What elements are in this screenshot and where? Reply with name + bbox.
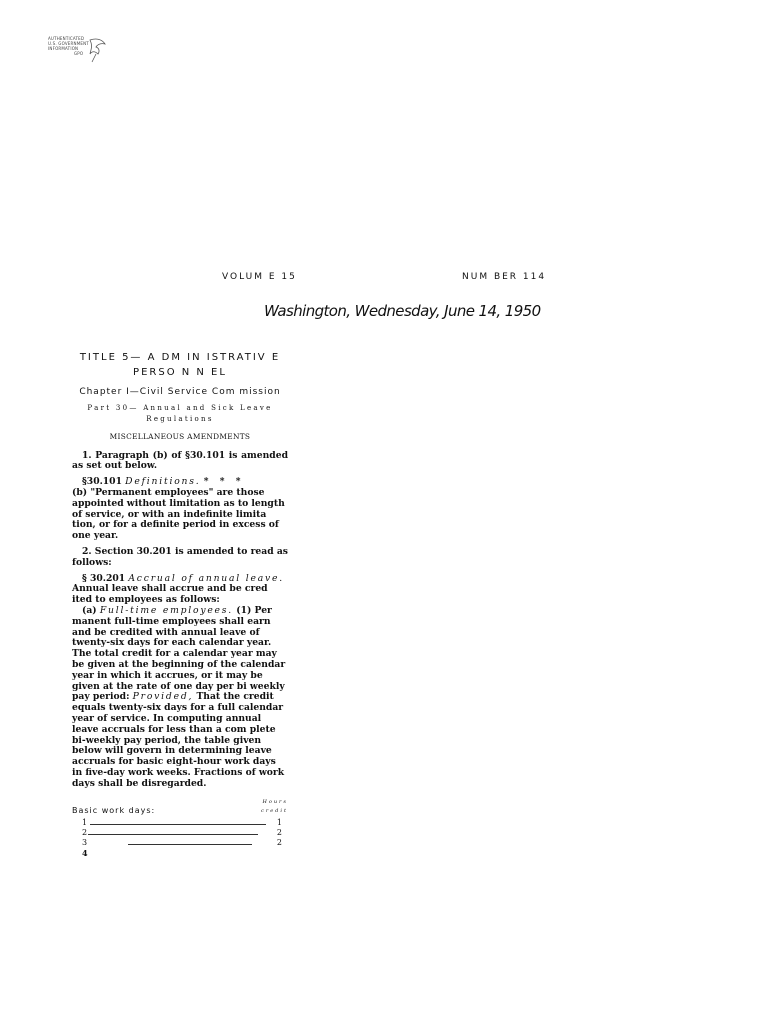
- table-row: [82, 818, 288, 828]
- row-hours: 2: [276, 837, 282, 847]
- part-line: Regulations: [146, 414, 214, 423]
- leader-line: [88, 834, 258, 835]
- fulltime-text-continued: That the credit equals twenty-six days for a full calendar year of service. In computing annual leave accruals for less than a com plete bi-weekly pay period, the table given below will govern in determining leave accruals for basic eight-hour work days in five-day work weeks. Fractions of work days shall be disregarded.: [72, 691, 285, 789]
- row-days: 2: [82, 827, 88, 837]
- leader-line: [128, 844, 252, 845]
- section-heading: Definitions.: [125, 476, 201, 488]
- header-line: credit: [261, 807, 288, 814]
- table-row: [82, 828, 288, 838]
- title-line: TITLE 5— A DM IN ISTRATIV E: [79, 352, 281, 363]
- section-heading: Accrual of annual leave.: [128, 572, 284, 584]
- eagle-icon: [86, 36, 108, 64]
- leader-line: [90, 824, 266, 825]
- chapter-heading: Chapter I—Civil Service Com mission: [79, 387, 281, 397]
- section-number: §30.101: [82, 476, 122, 488]
- seal-text-line: AUTHENTICATED: [48, 36, 85, 41]
- header-line: Hours: [262, 798, 288, 805]
- section-number: § 30.201: [82, 572, 126, 584]
- misc-amendments-heading: MISCELLANEOUS AMENDMENTS: [109, 431, 251, 441]
- subsection-prefix: (a): [82, 604, 97, 616]
- part-heading: [72, 403, 288, 425]
- article-column: [72, 350, 288, 858]
- row-hours: 2: [276, 827, 282, 837]
- title-heading: [72, 350, 288, 380]
- leave-accrual-table: [72, 798, 288, 858]
- seal-text-line: INFORMATION: [48, 46, 79, 51]
- table-row: [82, 848, 288, 858]
- authentication-seal: [48, 36, 108, 66]
- ellipsis-stars: * * *: [203, 476, 241, 488]
- title-line: PERSO N N EL: [133, 367, 227, 378]
- row-days: 4: [82, 847, 88, 858]
- paragraph-2: 2. Section 30.201 is amended to read as follows:: [72, 545, 288, 568]
- definitions-section: [72, 477, 288, 542]
- provided-label: Provided,: [132, 691, 194, 703]
- number-label: NUM BER 114: [462, 272, 547, 282]
- table-left-header: Basic work days:: [72, 805, 156, 815]
- row-days: 1: [82, 817, 88, 827]
- accrual-section: [72, 574, 288, 790]
- fulltime-text: (1) Per manent full-time employees shall earn and be credited with annual leave of twenty-six days for each calendar year. The total credit for a calendar year may be given at the beginning of the calendar year in which it accrues, or it may be given at the rate of one day per bi weekly pay period:: [72, 604, 286, 703]
- seal-text-line: GPO: [74, 51, 84, 56]
- subsection-heading: Full-time employees.: [99, 604, 234, 616]
- part-line: Part 30— Annual and Sick Leave: [87, 403, 273, 412]
- paragraph-1: 1. Paragraph (b) of §30.101 is amended as set out below.: [72, 449, 288, 472]
- seal-text-line: U.S. GOVERNMENT: [48, 41, 89, 46]
- row-hours: 1: [276, 817, 282, 827]
- table-right-header: [261, 798, 288, 816]
- table-row: [82, 838, 288, 848]
- accrual-text: Annual leave shall accrue and be cred ited to employees as follows:: [72, 583, 268, 606]
- definition-text: (b) "Permanent employees" are those appointed without limitation as to length of service, or with an indefinite limita tion, or for a definite period in excess of one year.: [72, 486, 285, 542]
- volume-label: VOLUM E 15: [222, 272, 297, 282]
- row-days: 3: [82, 837, 88, 847]
- issue-date: Washington, Wednesday, June 14, 1950: [264, 302, 541, 320]
